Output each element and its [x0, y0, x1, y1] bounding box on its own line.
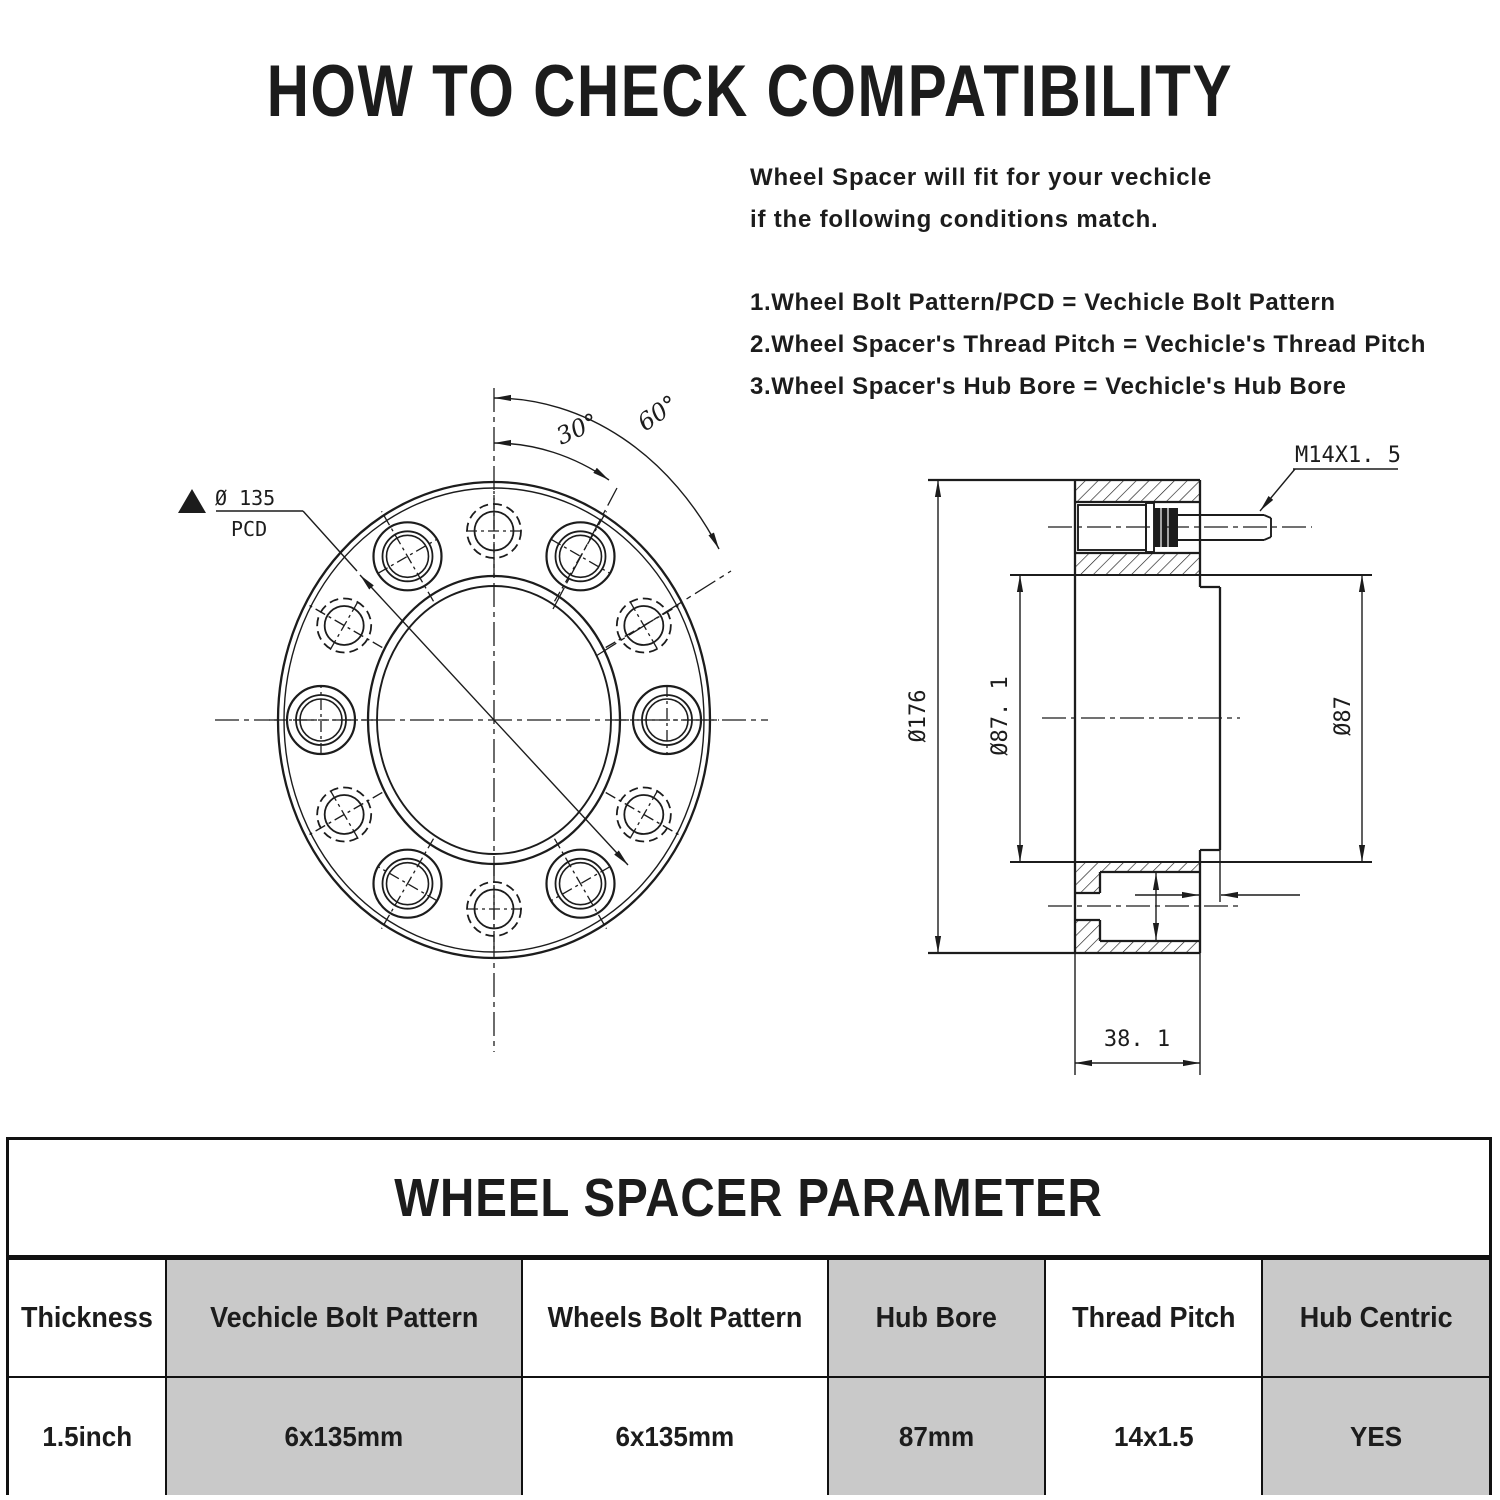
intro-line-2: if the following conditions match. [750, 206, 1159, 233]
angle-60-label: 60° [632, 389, 684, 437]
header-wheels-bolt-pattern: Wheels Bolt Pattern [523, 1260, 829, 1378]
header-hub-bore: Hub Bore [829, 1260, 1046, 1378]
table-grid [9, 1260, 1489, 1495]
alt-bolt-hole [606, 788, 682, 842]
header-hub-centric: Hub Centric [1263, 1260, 1489, 1378]
value-hub-bore: 87mm [829, 1378, 1046, 1495]
header-thickness: Thickness [9, 1260, 167, 1378]
hub-diameter-label: Ø87 [1331, 696, 1356, 736]
angle-arc-30 [494, 443, 609, 480]
value-vehicle-bolt-pattern: 6x135mm [167, 1378, 523, 1495]
angle-30-label: 30° [552, 407, 603, 451]
condition-2: 2.Wheel Spacer's Thread Pitch = Vechicle's Thread Pitch [750, 331, 1426, 358]
front-view [178, 388, 768, 1052]
datum-triangle-icon [178, 489, 206, 513]
angle-arc-60 [494, 398, 719, 549]
hatch-areas [1075, 480, 1200, 953]
pcd-leader [303, 511, 357, 571]
condition-1: 1.Wheel Bolt Pattern/PCD = Vechicle Bolt Pattern [750, 289, 1336, 316]
page-title-text: HOW TO CHECK COMPATIBILITY [266, 51, 1234, 132]
value-hub-centric: YES [1263, 1378, 1489, 1495]
pcd-value-label: Ø 135 [215, 486, 276, 510]
spacer-body-outline [928, 480, 1220, 953]
value-thread-pitch: 14x1.5 [1046, 1378, 1263, 1495]
pcd-text-label: PCD [231, 517, 268, 541]
alt-bolt-hole [306, 788, 382, 842]
intro-line-1: Wheel Spacer will fit for your vechicle [750, 164, 1212, 191]
outer-diameter-label: Ø176 [906, 689, 931, 743]
header-vehicle-bolt-pattern: Vechicle Bolt Pattern [167, 1260, 523, 1378]
lug-hole [374, 511, 442, 601]
thickness-label: 38. 1 [1103, 1027, 1171, 1052]
lug-hole [374, 839, 442, 929]
condition-3: 3.Wheel Spacer's Hub Bore = Vechicle's Hub Bore [750, 373, 1347, 400]
table-title: WHEEL SPACER PARAMETER [9, 1140, 1489, 1260]
thread-label: M14X1. 5 [1295, 443, 1401, 468]
section-view [906, 443, 1401, 1075]
header-thread-pitch: Thread Pitch [1046, 1260, 1263, 1378]
bore-diameter-label: Ø87. 1 [988, 676, 1013, 756]
alt-bolt-hole [306, 599, 382, 653]
parameter-table [6, 1137, 1492, 1495]
value-thickness: 1.5inch [9, 1378, 167, 1495]
value-wheels-bolt-pattern: 6x135mm [523, 1378, 829, 1495]
lug-hole [547, 839, 615, 929]
